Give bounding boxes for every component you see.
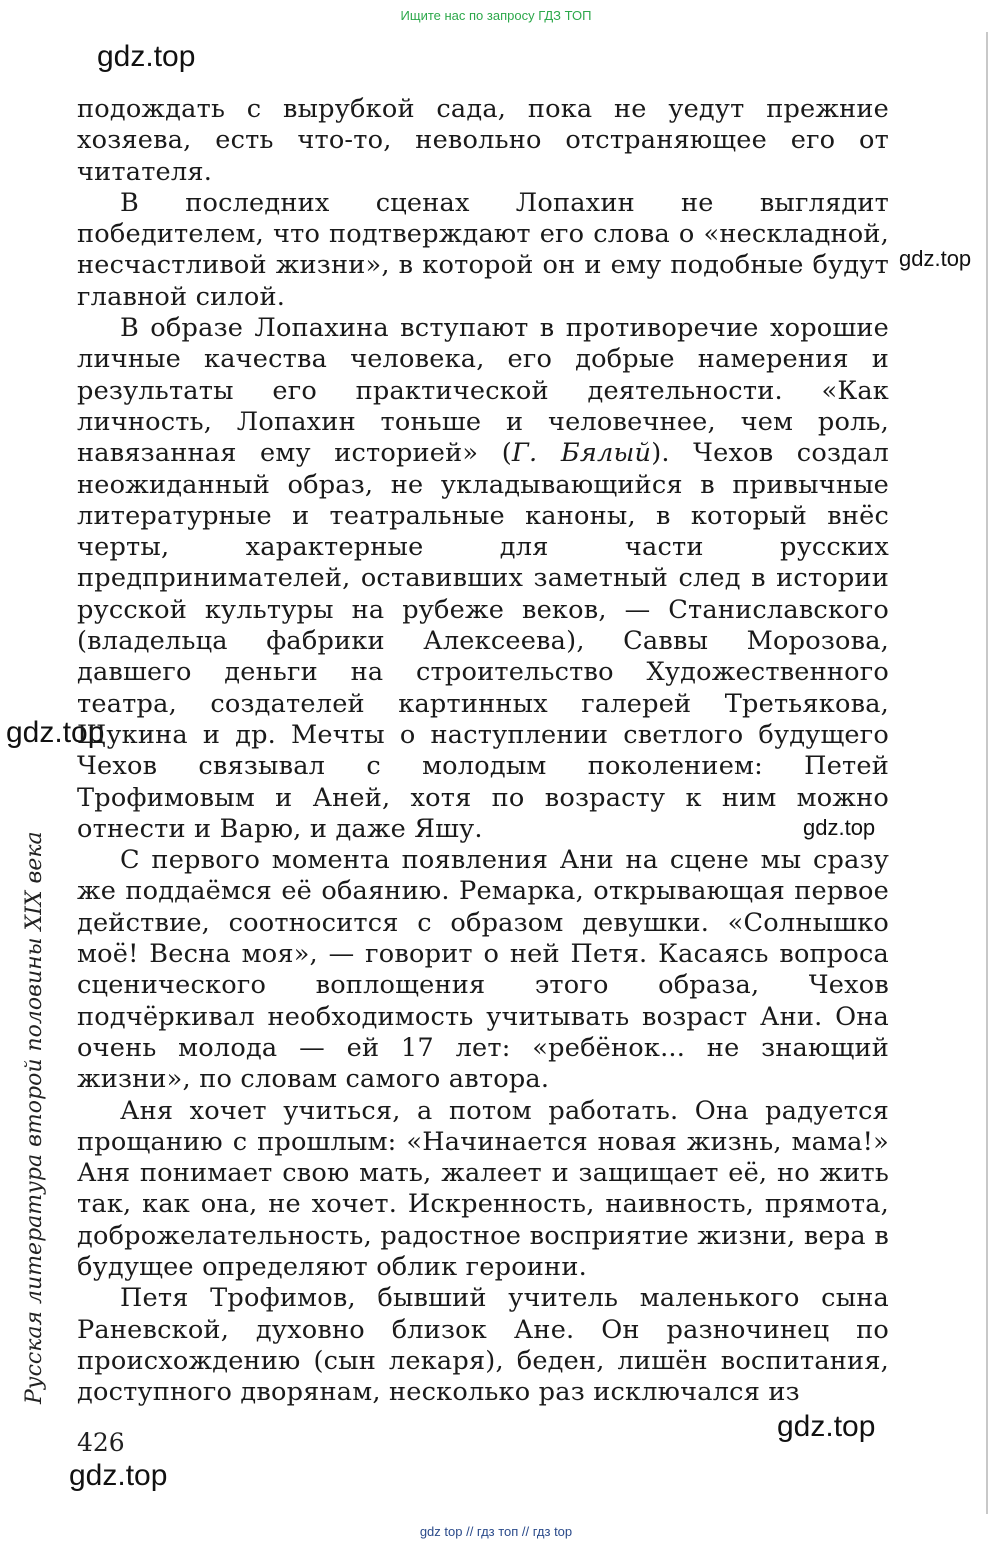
paragraph-4: С первого момента появления Ани на сцене мы сразу же поддаёмся её обаянию. Ремарка, открывающая первое действие, соотносится с образом девушки. «Солнышко моё! Весна моя», — говорит о ней Петя. Касаясь вопроса сценического воплощения этого образа, Чехов подчёркивал необходимость учитывать возраст Ани. Она очень молода — ей 17 лет: «ребёнок... не знающий жизни», по словам самого автора.	[77, 845, 889, 1095]
page-number: 426	[77, 1428, 125, 1457]
watermark-bottom-left: gdz.top	[69, 1459, 168, 1492]
paragraph-2: В последних сценах Лопахин не выглядит победителем, что подтверждают его слова о «нескладной, несчастливой жизни», в которой он и ему подобные будут главной силой.	[77, 187, 889, 312]
top-banner[interactable]: Ищите нас по запросу ГДЗ ТОП	[400, 8, 592, 23]
watermark-top-left: gdz.top	[97, 40, 196, 73]
paragraph-3-text-b: ). Чехов создал неожиданный образ, не укладывающийся в привычные литературные и театральные каноны, в который внёс черты, характерные для части русских предпринимателей, оставивших заметный след в истории русской культуры на рубеже веков, — Станиславского (владельца фабрики Алексеева), Саввы Морозова, давшего деньги на строительство Художественного театра, создателей картинных галерей Третьякова, Щукина и др. Мечты о наступлении светлого будущего Чехов связывал с молодым поколением: Петей Трофимовым и Аней, хотя по возрасту к ним можно отнести и Варю, и даже Яшу.	[77, 438, 889, 844]
paragraph-6: Петя Трофимов, бывший учитель маленького сына Раневской, духовно близок Ане. Он разночинец по происхождению (сын лекаря), беден, лишён воспитания, доступного дворянам, несколько раз исключался из	[77, 1283, 889, 1408]
page-body	[77, 94, 889, 1408]
paragraph-1: подождать с вырубкой сада, пока не уедут прежние хозяева, есть что-то, невольно отстраняющее его от читателя.	[77, 94, 889, 187]
page-edge-divider	[986, 32, 988, 1514]
paragraph-3-text-a: В образе Лопахина вступают в противоречие хорошие личные качества человека, его добрые намерения и результаты его практической деятельности. «Как личность, Лопахин тоньше и человечнее, чем роль, навязанная ему историей» (	[77, 313, 889, 469]
running-header-vertical: Русская литература второй половины XIX века	[22, 831, 47, 1404]
watermark-left: gdz.top	[6, 716, 105, 749]
watermark-right: gdz.top	[899, 246, 972, 271]
paragraph-5: Аня хочет учиться, а потом работать. Она радуется прощанию с прошлым: «Начинается новая жизнь, мама!» Аня понимает свою мать, жалеет и защищает её, но жить так, как она, не хочет. Искренность, наивность, прямота, доброжелательность, радостное восприятие жизни, вера в будущее определяют облик героини.	[77, 1095, 889, 1282]
watermark-mid-right: gdz.top	[803, 815, 876, 840]
watermark-bottom-right: gdz.top	[777, 1410, 876, 1443]
paragraph-3	[77, 313, 889, 845]
quote-author: Г. Бялый	[511, 438, 652, 469]
footer-links[interactable]: gdz top // гдз топ // гдз top	[419, 1524, 573, 1539]
